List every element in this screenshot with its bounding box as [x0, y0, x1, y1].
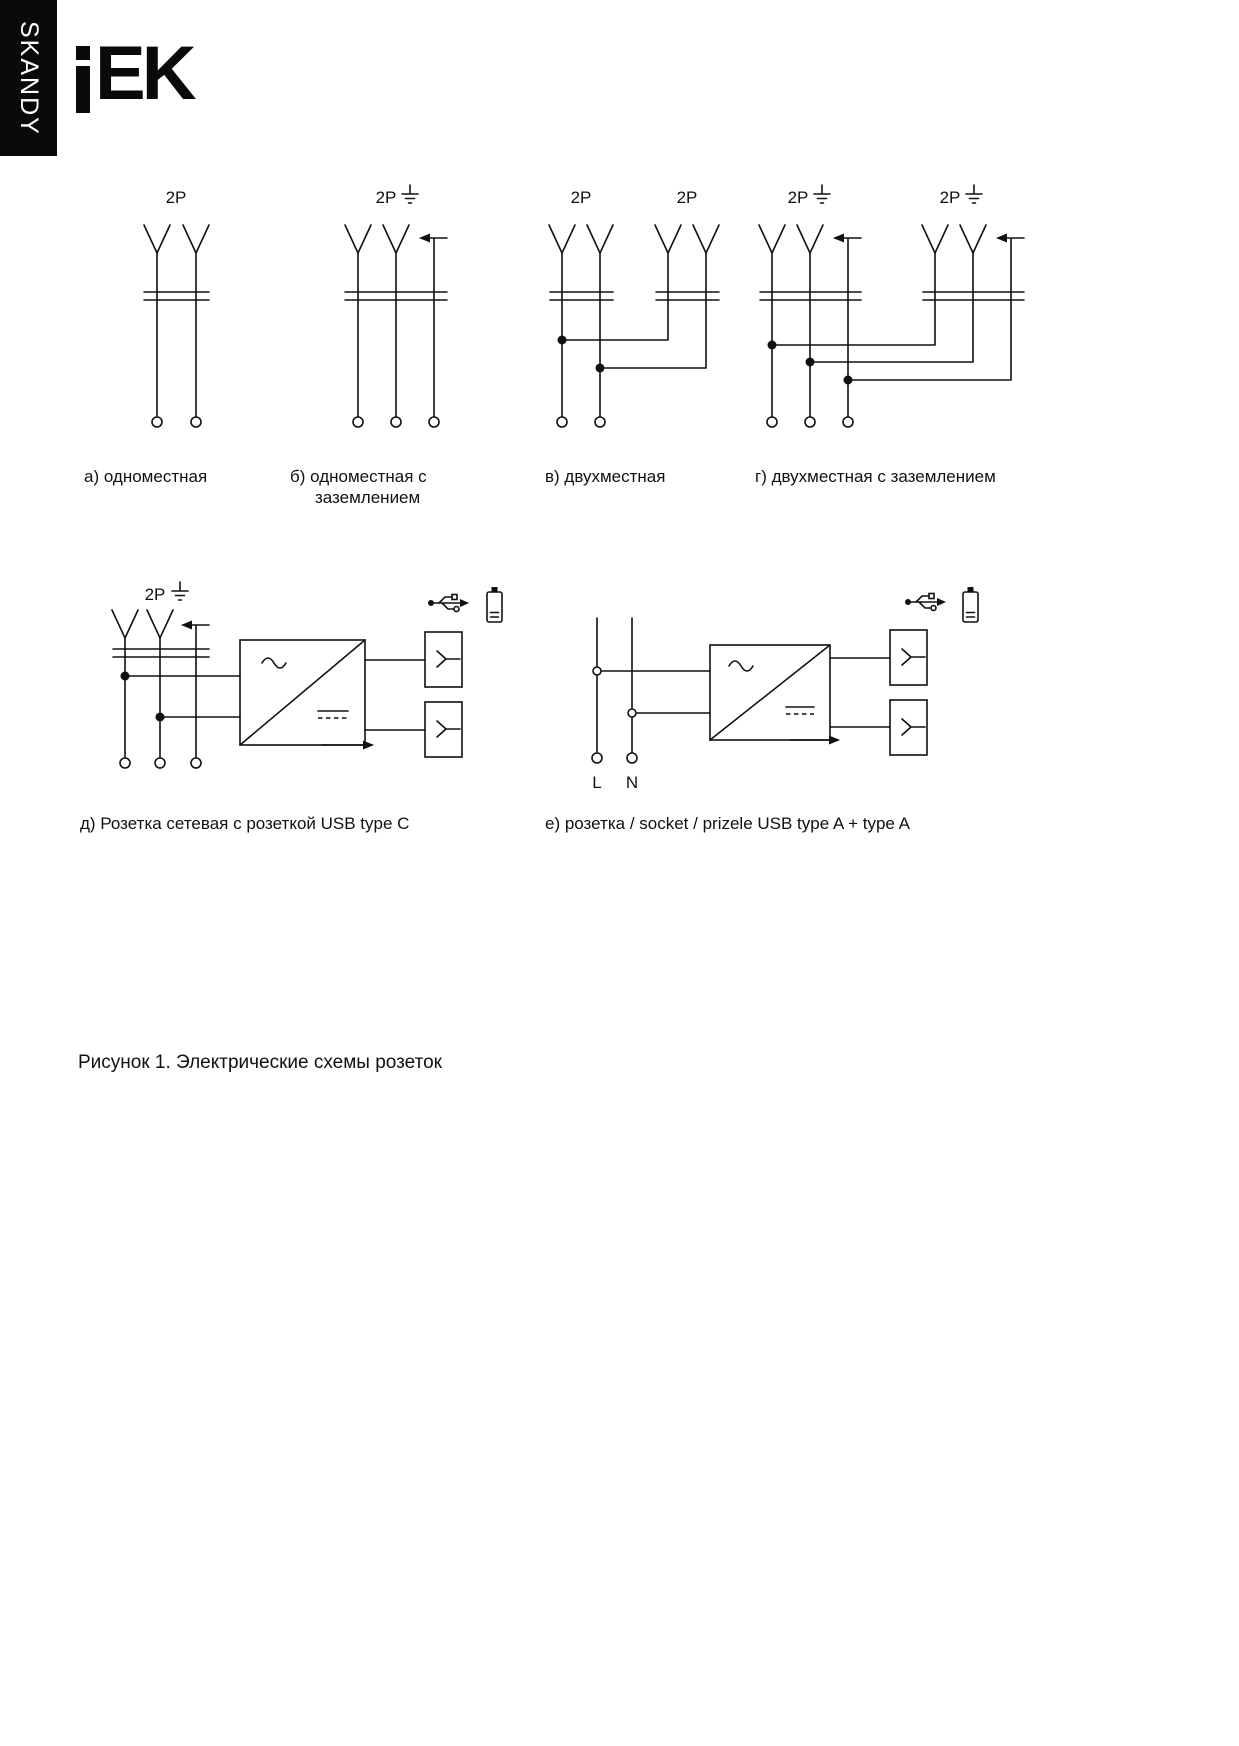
diagram-b-single-socket-earthed [330, 175, 510, 495]
terminal-circle [805, 417, 815, 427]
usb-contact-fork-icon [902, 649, 925, 665]
contact-fork-icon [587, 225, 613, 253]
socket-wires [597, 618, 890, 753]
caption-diagram-v [545, 466, 665, 487]
socket-wires [113, 625, 425, 758]
diagram-v-double-socket [540, 175, 740, 495]
contact-fork-icon [922, 225, 948, 253]
contact-fork-icon [383, 225, 409, 253]
line-label: L [592, 773, 602, 792]
pole-label: 2P [939, 188, 961, 207]
junction-dot [121, 672, 130, 681]
caption-text: а) одноместная [84, 467, 208, 486]
series-tab [0, 0, 57, 156]
pole-label: 2P [165, 188, 187, 207]
iek-logo [76, 31, 193, 116]
series-tab-label: SKANDY [15, 20, 43, 136]
ground-arrow [996, 234, 1007, 243]
usb-contact-fork-icon [437, 651, 460, 667]
caption-diagram-g [755, 466, 996, 487]
usb-trident-icon [428, 595, 469, 612]
contact-fork-icon [655, 225, 681, 253]
logo-i-dot [76, 46, 90, 60]
caption-text: е) розетка / socket / prizele USB type A + type A [545, 814, 911, 833]
caption-text: в) двухместная [545, 467, 666, 486]
junction-dot [156, 713, 165, 722]
junction-dot [768, 341, 777, 350]
caption-diagram-a [84, 466, 207, 487]
terminal-circle [120, 758, 130, 768]
terminal-circle [767, 417, 777, 427]
contact-fork-icon [183, 225, 209, 253]
contact-fork-icon [549, 225, 575, 253]
pole-label: 2P [144, 585, 166, 604]
caption-text: г) двухместная с заземлением [755, 467, 996, 486]
diagram-g-double-socket-earthed [750, 175, 1040, 495]
caption-diagram-b [290, 466, 427, 508]
junction-dot [844, 376, 853, 385]
ac-sine-icon [729, 661, 753, 671]
socket-wires [550, 253, 719, 417]
neutral-label: N [625, 773, 639, 792]
battery-icon [487, 587, 502, 622]
contact-fork-icon [797, 225, 823, 253]
caption-text: заземлением [315, 488, 421, 507]
terminal-circle [191, 758, 201, 768]
caption-text: д) Розетка сетевая с розеткой USB type C [80, 814, 410, 833]
usb-contact-fork-icon [437, 721, 460, 737]
contact-fork-icon [345, 225, 371, 253]
caption-diagram-d [80, 813, 409, 834]
terminal-circle [191, 417, 201, 427]
usb-trident-icon [905, 594, 946, 611]
socket-wires [760, 238, 1024, 417]
contact-fork-icon [112, 610, 138, 638]
earth-ground-icon [172, 582, 188, 600]
usb-contact-fork-icon [902, 719, 925, 735]
earth-ground-icon [814, 185, 830, 203]
earth-ground-icon [966, 185, 982, 203]
junction-dot [806, 358, 815, 367]
socket-wires [144, 253, 209, 417]
terminal-circle [592, 753, 602, 763]
terminal-circle [353, 417, 363, 427]
terminal-circle [595, 417, 605, 427]
socket-wires [345, 238, 447, 417]
contact-fork-icon [693, 225, 719, 253]
junction-dot [558, 336, 567, 345]
contact-fork-icon [147, 610, 173, 638]
ground-arrow [419, 234, 430, 243]
terminal-circle [429, 417, 439, 427]
diagram-d-socket-usb-type-c [95, 570, 515, 840]
pole-label: 2P [570, 188, 592, 207]
tap-terminal-circle [628, 709, 636, 717]
diagram-e-socket-usb-type-a [545, 570, 995, 840]
earth-ground-icon [402, 185, 418, 203]
ac-sine-icon [262, 658, 286, 668]
ground-arrow [833, 234, 844, 243]
figure-caption: Рисунок 1. Электрические схемы розеток [78, 1052, 442, 1073]
terminal-circle [843, 417, 853, 427]
terminal-circle [155, 758, 165, 768]
terminal-circle [557, 417, 567, 427]
terminal-circle [152, 417, 162, 427]
logo-ek-text: EK [95, 31, 193, 116]
junction-dot [596, 364, 605, 373]
diagram-a-single-socket [120, 175, 260, 495]
caption-text: б) одноместная с [290, 467, 427, 486]
caption-diagram-e [545, 813, 910, 834]
contact-fork-icon [759, 225, 785, 253]
contact-fork-icon [960, 225, 986, 253]
ground-arrow [181, 621, 192, 630]
battery-icon [963, 587, 978, 622]
pole-label: 2P [676, 188, 698, 207]
terminal-circle [627, 753, 637, 763]
direction-arrow [363, 741, 374, 750]
tap-terminal-circle [593, 667, 601, 675]
pole-label: 2P [375, 188, 397, 207]
direction-arrow [829, 736, 840, 745]
terminal-circle [391, 417, 401, 427]
logo-i-bar [76, 66, 90, 113]
contact-fork-icon [144, 225, 170, 253]
pole-label: 2P [787, 188, 809, 207]
